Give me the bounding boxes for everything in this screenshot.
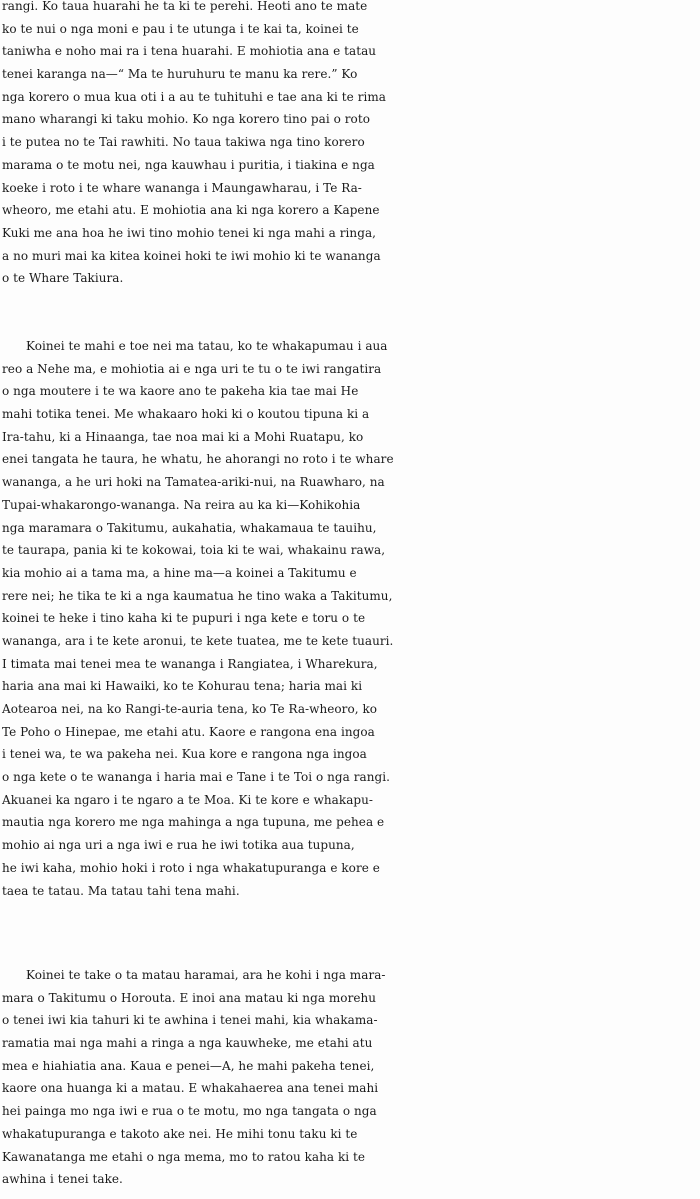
- text-line: mea e hiahiatia ana. Kaua e penei—A, he mahi pakeha tenei,: [2, 1058, 375, 1073]
- text-line: rere nei; he tika te ki a nga kaumatua he tino waka a Takitumu,: [2, 588, 393, 603]
- text-line: awhina i tenei take.: [2, 1172, 123, 1187]
- text-line: o nga kete o te wananga i haria mai e Tane i te Toi o nga rangi.: [2, 770, 390, 785]
- text-line: te taurapa, pania ki te kokowai, toia ki te wai, whakainu rawa,: [2, 543, 386, 558]
- text-line: whakatupuranga e takoto ake nei. He mihi tonu taku ki te: [2, 1126, 358, 1141]
- text-line: Kuki me ana hoa he iwi tino mohio tenei ki nga mahi a ringa,: [2, 225, 377, 240]
- text-line: Tupai-whakarongo-wananga. Na reira au ka ki—Kohikohia: [2, 497, 361, 512]
- text-line: Aotearoa nei, na ko Rangi-te-auria tena, ko Te Ra-wheoro, ko: [2, 702, 378, 716]
- text-line: kia mohio ai a tama ma, a hine ma—a koinei a Takitumu e: [2, 565, 357, 580]
- text-line: o tenei iwi kia tahuri ki te awhina i tenei mahi, kia whakama-: [2, 1013, 378, 1028]
- text-line: wananga, a he uri hoki na Tamatea-ariki-nui, na Ruawharo, na: [2, 475, 385, 490]
- text-line: mahi totika tenei. Me whakaaro hoki ki o koutou tipuna ki a: [2, 407, 370, 422]
- text-line: hei painga mo nga iwi e rua o te motu, mo nga tangata o nga: [2, 1104, 377, 1119]
- text-line: o nga moutere i te wa kaore ano te pakeha kia tae mai He: [2, 384, 359, 399]
- text-line: tenei karanga na—“ Ma te huruhuru te manu ka rere.” Ko: [2, 67, 358, 82]
- text-line: wananga, ara i te kete aronui, te kete tuatea, me te kete tuauri.: [2, 633, 394, 648]
- text-line: he iwi kaha, mohio hoki i roto i nga whakatupuranga e kore e: [2, 860, 380, 875]
- text-line: koinei te heke i tino kaha ki te pupuri i nga kete e toru o te: [2, 611, 366, 626]
- text-line: wheoro, me etahi atu. E mohiotia ana ki nga korero a Kapene: [2, 203, 380, 218]
- text-line: I timata mai tenei mea te wananga i Rangiatea, i Wharekura,: [2, 656, 378, 671]
- text-line: a no muri mai ka kitea koinei hoki te iwi mohio ki te wananga: [2, 248, 381, 263]
- text-line: mohio ai nga uri a nga iwi e rua he iwi totika aua tupuna,: [2, 838, 355, 853]
- text-line: i te putea no te Tai rawhiti. No taua takiwa nga tino korero: [2, 135, 365, 150]
- text-line: koeke i roto i te whare wananga i Maungawharau, i Te Ra-: [2, 180, 362, 195]
- text-line: mautia nga korero me nga mahinga a nga tupuna, me pehea e: [2, 815, 385, 830]
- text-line: mara o Takitumu o Horouta. E inoi ana matau ki nga morehu: [2, 990, 377, 1005]
- text-line: Koinei te mahi e toe nei ma tatau, ko te whakapumau i aua: [26, 339, 388, 353]
- text-line: nga korero o mua kua oti i a au te tuhituhi e tae ana ki te rima: [2, 89, 387, 104]
- text-line: taniwha e noho mai ra i tena huarahi. E mohiotia ana e tatau: [2, 44, 377, 59]
- text-line: ramatia mai nga mahi a ringa a nga kauwheke, me etahi atu: [2, 1036, 373, 1051]
- text-line: reo a Nehe ma, e mohiotia ai e nga uri te tu o te iwi rangatira: [2, 361, 382, 376]
- text-line: o te Whare Takiura.: [2, 271, 124, 286]
- text-line: i tenei wa, te wa pakeha nei. Kua kore e rangona nga ingoa: [2, 747, 367, 762]
- text-line: Ira-tahu, ki a Hinaanga, tae noa mai ki a Mohi Ruatapu, ko: [2, 429, 364, 444]
- text-line: enei tangata he taura, he whatu, he ahorangi no roto i te whare: [2, 452, 394, 467]
- text-line: Koinei te take o ta matau haramai, ara he kohi i nga mara-: [26, 968, 386, 982]
- text-line: marama o te motu nei, nga kauwhau i puritia, i tiakina e nga: [2, 157, 375, 172]
- text-line: taea te tatau. Ma tatau tahi tena mahi.: [2, 883, 240, 898]
- paragraph-3: [0, 964, 700, 1191]
- paragraph-2: [0, 335, 700, 902]
- text-line: kaore ona huanga ki a matau. E whakahaerea ana tenei mahi: [2, 1081, 379, 1096]
- text-line: rangi. Ko taua huarahi he ta ki te perehi. Heoti ano te mate: [2, 0, 368, 13]
- text-line: mano wharangi ki taku mohio. Ko nga korero tino pai o roto: [2, 112, 370, 127]
- text-line: Akuanei ka ngaro i te ngaro a te Moa. Ki te kore e whakapu-: [2, 792, 374, 807]
- text-line: Te Poho o Hinepae, me etahi atu. Kaore e rangona ena ingoa: [2, 724, 375, 739]
- text-line: haria ana mai ki Hawaiki, ko te Kohurau tena; haria mai ki: [2, 679, 363, 694]
- text-line: ko te nui o nga moni e pau i te utunga i te kai ta, koinei te: [2, 21, 359, 36]
- text-line: Kawanatanga me etahi o nga mema, mo to ratou kaha ki te: [2, 1149, 366, 1164]
- text-line: nga maramara o Takitumu, aukahatia, whakamaua te tauihu,: [2, 520, 377, 535]
- paragraph-1: [0, 0, 700, 290]
